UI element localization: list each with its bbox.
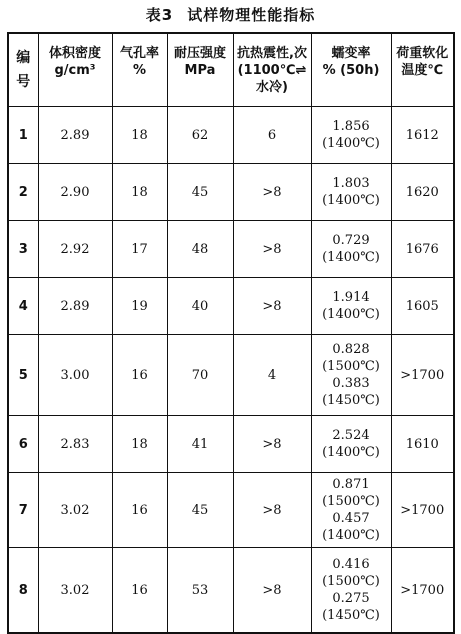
cell-strength: 62 (167, 107, 233, 164)
cell-thermal-shock: >8 (233, 473, 311, 548)
header-creep-unit: % (50h) (322, 62, 380, 78)
cell-porosity: 16 (112, 473, 167, 548)
cell-thermal-shock: 4 (233, 335, 311, 416)
table-title-text: 试样物理性能指标 (187, 6, 316, 24)
creep-temperature: (1500℃) (322, 359, 380, 374)
header-thermal-shock-condition-2: 水冷) (256, 79, 288, 95)
cell-density: 2.89 (38, 107, 112, 164)
table-row (8, 335, 454, 416)
creep-temperature: (1500℃) (322, 494, 380, 509)
cell-id: 7 (8, 473, 38, 548)
creep-temperature: (1500℃) (322, 574, 380, 589)
cell-thermal-shock: >8 (233, 221, 311, 278)
cell-id: 5 (8, 335, 38, 416)
table-number: 表3 (145, 6, 174, 24)
creep-value: 0.416 (332, 557, 370, 572)
cell-id: 1 (8, 107, 38, 164)
header-creep-label: 蠕变率 (331, 45, 371, 61)
creep-temperature: (1400℃) (322, 136, 380, 151)
cell-density: 2.83 (38, 416, 112, 473)
creep-value: 1.856 (332, 119, 370, 134)
creep-temperature: (1450℃) (322, 393, 380, 408)
creep-temperature: (1450℃) (322, 608, 380, 623)
cell-thermal-shock: >8 (233, 164, 311, 221)
cell-softening: 1605 (391, 278, 454, 335)
cell-creep (311, 164, 391, 221)
creep-value: 0.383 (332, 376, 370, 391)
cell-porosity: 17 (112, 221, 167, 278)
cell-thermal-shock: >8 (233, 548, 311, 634)
cell-softening: >1700 (391, 548, 454, 634)
cell-creep (311, 416, 391, 473)
cell-id: 4 (8, 278, 38, 335)
header-creep (311, 33, 391, 107)
cell-porosity: 18 (112, 416, 167, 473)
cell-creep (311, 107, 391, 164)
table-row (8, 107, 454, 164)
cell-creep (311, 221, 391, 278)
cell-softening: 1620 (391, 164, 454, 221)
cell-porosity: 16 (112, 335, 167, 416)
cell-density: 2.89 (38, 278, 112, 335)
cell-strength: 41 (167, 416, 233, 473)
cell-porosity: 18 (112, 107, 167, 164)
cell-softening: 1610 (391, 416, 454, 473)
creep-temperature: (1400℃) (322, 445, 380, 460)
cell-porosity: 18 (112, 164, 167, 221)
cell-strength: 53 (167, 548, 233, 634)
header-id-label: 编号 (16, 50, 31, 90)
creep-value: 2.524 (332, 428, 370, 443)
creep-temperature: (1400℃) (322, 193, 380, 208)
creep-value: 1.914 (332, 290, 370, 305)
table-row (8, 221, 454, 278)
cell-density: 2.92 (38, 221, 112, 278)
cell-porosity: 16 (112, 548, 167, 634)
creep-temperature: (1400℃) (322, 528, 380, 543)
creep-value: 0.828 (332, 342, 370, 357)
cell-creep (311, 473, 391, 548)
creep-temperature: (1400℃) (322, 307, 380, 322)
header-density-unit: g/cm³ (54, 62, 96, 78)
cell-density: 3.00 (38, 335, 112, 416)
cell-strength: 45 (167, 473, 233, 548)
header-strength (167, 33, 233, 107)
header-thermal-shock-condition: (1100℃⇌ (237, 62, 307, 78)
physical-properties-table (7, 32, 455, 634)
cell-porosity: 19 (112, 278, 167, 335)
header-porosity (112, 33, 167, 107)
cell-creep (311, 548, 391, 634)
table-row (8, 278, 454, 335)
header-porosity-unit: % (132, 62, 147, 78)
cell-id: 6 (8, 416, 38, 473)
creep-value: 1.803 (332, 176, 370, 191)
cell-thermal-shock: 6 (233, 107, 311, 164)
cell-strength: 45 (167, 164, 233, 221)
header-density (38, 33, 112, 107)
cell-creep (311, 335, 391, 416)
header-row (8, 33, 454, 107)
cell-density: 3.02 (38, 548, 112, 634)
cell-softening: 1676 (391, 221, 454, 278)
cell-id: 3 (8, 221, 38, 278)
header-thermal-shock-label: 抗热震性,次 (237, 45, 307, 61)
cell-softening: >1700 (391, 335, 454, 416)
creep-value: 0.275 (332, 591, 370, 606)
cell-strength: 70 (167, 335, 233, 416)
cell-strength: 40 (167, 278, 233, 335)
cell-thermal-shock: >8 (233, 278, 311, 335)
cell-creep (311, 278, 391, 335)
cell-id: 8 (8, 548, 38, 634)
table-row (8, 416, 454, 473)
header-strength-label: 耐压强度 (173, 45, 226, 61)
cell-softening: 1612 (391, 107, 454, 164)
cell-strength: 48 (167, 221, 233, 278)
header-porosity-label: 气孔率 (119, 45, 159, 61)
cell-softening: >1700 (391, 473, 454, 548)
header-softening-unit: 温度℃ (401, 62, 444, 78)
table-row (8, 473, 454, 548)
header-softening-label: 荷重软化 (396, 45, 449, 61)
header-density-label: 体积密度 (48, 45, 101, 61)
header-id (8, 33, 38, 107)
creep-value: 0.457 (332, 511, 370, 526)
header-strength-unit: MPa (184, 62, 216, 78)
creep-value: 0.871 (332, 477, 370, 492)
cell-density: 2.90 (38, 164, 112, 221)
cell-id: 2 (8, 164, 38, 221)
table-row (8, 164, 454, 221)
creep-value: 0.729 (332, 233, 370, 248)
header-thermal-shock (233, 33, 311, 107)
cell-density: 3.02 (38, 473, 112, 548)
table-row (8, 548, 454, 634)
header-softening (391, 33, 454, 107)
cell-thermal-shock: >8 (233, 416, 311, 473)
table-title (0, 4, 461, 26)
creep-temperature: (1400℃) (322, 250, 380, 265)
